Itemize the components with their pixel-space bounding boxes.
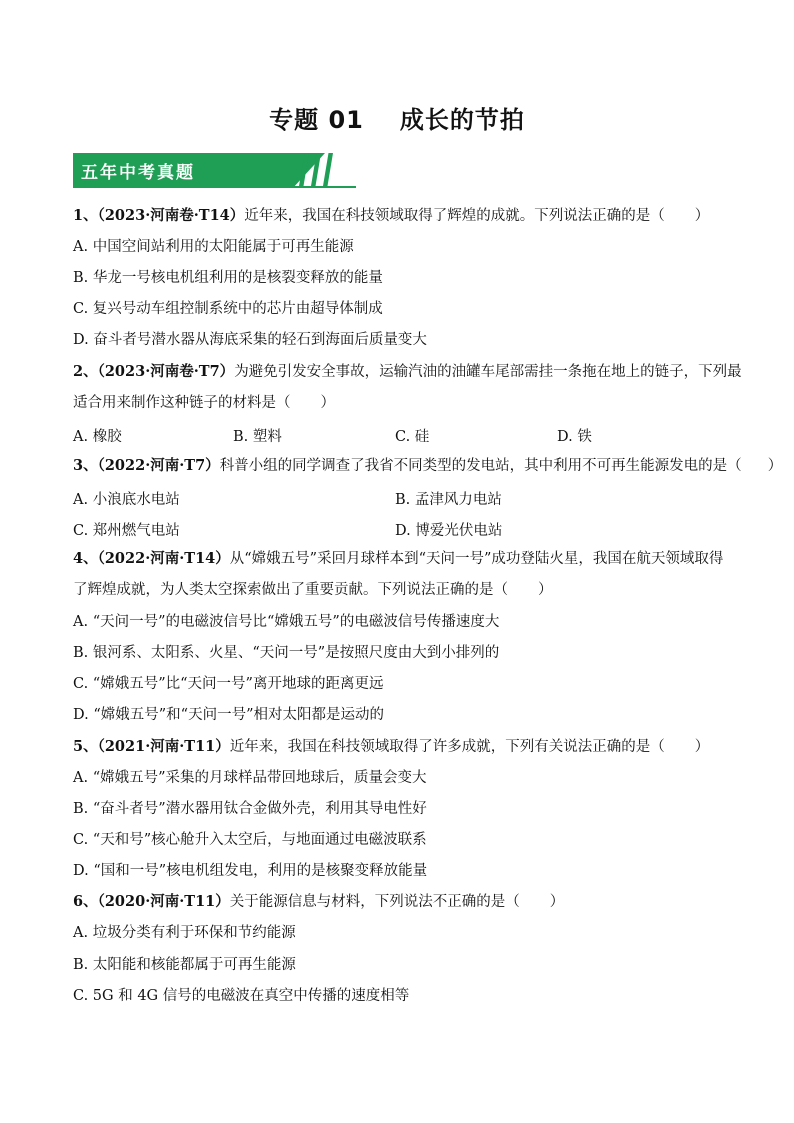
question-5-option-b: B. “奋斗者号”潜水器用钛合金做外壳，利用其导电性好: [73, 801, 427, 817]
question-4-option-d: D. “嫦娥五号”和“天问一号”相对太阳都是运动的: [73, 707, 384, 723]
question-text: 科普小组的同学调查了我省不同类型的发电站，其中利用不可再生能源发电的是（: [219, 458, 742, 474]
question-text: 从“嫦娥五号”采回月球样本到“天问一号”成功登陆火星，我国在航天领域取得: [229, 551, 724, 567]
question-source: （2023·河南卷·T7）: [97, 363, 235, 380]
page-title: [0, 100, 794, 135]
banner-stripe-3: [323, 153, 333, 186]
question-6-option-c: C. 5G 和 4G 信号的电磁波在真空中传播的速度相等: [73, 988, 410, 1004]
question-3-stem: 3、（2022·河南·T7）科普小组的同学调查了我省不同类型的发电站，其中利用不可再生能源发电的是（ ）: [73, 457, 783, 474]
question-3-option-a: A. 小浪底水电站: [73, 492, 180, 508]
question-6-stem: 6、（2020·河南·T11）关于能源信息与材料，下列说法不正确的是（ ）: [73, 893, 565, 910]
question-4-option-b: B. 银河系、太阳系、火星、“天问一号”是按照尺度由大到小排列的: [73, 645, 500, 661]
question-source: （2022·河南·T14）: [97, 550, 230, 567]
question-1-stem: 1、（2023·河南卷·T14）近年来，我国在科技领域取得了辉煌的成就。下列说法正确的是（ ）: [73, 207, 710, 224]
question-2-option-b: B. 塑料: [233, 429, 282, 445]
question-number: 1、: [73, 207, 98, 224]
question-source: （2023·河南卷·T14）: [97, 207, 245, 224]
question-text: 近年来，我国在科技领域取得了许多成就，下列有关说法正确的是（: [229, 739, 665, 755]
question-5-stem: 5、（2021·河南·T11）近年来，我国在科技领域取得了许多成就，下列有关说法正确的是（ ）: [73, 738, 710, 755]
question-5-option-c: C. “天和号”核心舱升入太空后，与地面通过电磁波联系: [73, 832, 427, 848]
question-source: （2020·河南·T11）: [97, 893, 230, 910]
question-1-option-b: B. 华龙一号核电机组利用的是核裂变释放的能量: [73, 270, 383, 286]
section-banner-underline: [73, 186, 356, 188]
question-4-option-a: A. “天问一号”的电磁波信号比“嫦娥五号”的电磁波信号传播速度大: [73, 614, 500, 630]
question-number: 5、: [73, 738, 98, 755]
question-text: 关于能源信息与材料，下列说法不正确的是（: [229, 894, 520, 910]
question-4-option-c: C. “嫦娥五号”比“天问一号”离开地球的距离更远: [73, 676, 384, 692]
title-topic-number: 专题 01: [269, 106, 364, 134]
question-2-stem: [73, 363, 742, 381]
question-2-option-c: C. 硅: [395, 429, 430, 445]
question-1-option-a: A. 中国空间站利用的太阳能属于可再生能源: [73, 239, 354, 255]
question-1-option-d: D. 奋斗者号潜水器从海底采集的轻石到海面后质量变大: [73, 332, 427, 348]
question-3-option-b: B. 孟津风力电站: [395, 492, 502, 508]
question-6-option-b: B. 太阳能和核能都属于可再生能源: [73, 957, 296, 973]
question-5-option-a: A. “嫦娥五号”采集的月球样品带回地球后，质量会变大: [73, 770, 427, 786]
question-source: （2022·河南·T7）: [97, 457, 220, 474]
question-2-option-a: A. 橡胶: [73, 429, 122, 445]
question-number: 6、: [73, 893, 98, 910]
title-topic-name: 成长的节拍: [399, 106, 525, 134]
question-2-stem-continued: 适合用来制作这种链子的材料是（ ）: [73, 395, 335, 411]
question-4-stem: [73, 550, 723, 568]
question-text: 近年来，我国在科技领域取得了辉煌的成就。下列说法正确的是（: [244, 208, 665, 224]
question-6-option-a: A. 垃圾分类有利于环保和节约能源: [73, 925, 296, 941]
section-banner: [73, 153, 356, 189]
question-3-option-d: D. 博爱光伏电站: [395, 523, 503, 539]
question-5-option-d: D. “国和一号”核电机组发电，利用的是核聚变释放能量: [73, 863, 428, 879]
question-source: （2021·河南·T11）: [97, 738, 230, 755]
section-banner-label: 五年中考真题: [81, 163, 195, 183]
question-3-option-c: C. 郑州燃气电站: [73, 523, 180, 539]
question-number: 3、: [73, 457, 98, 474]
question-number: 4、: [73, 550, 98, 567]
question-2-option-d: D. 铁: [557, 429, 592, 445]
question-text: 为避免引发安全事故，运输汽油的油罐车尾部需挂一条拖在地上的链子，下列最: [234, 364, 742, 380]
question-1-option-c: C. 复兴号动车组控制系统中的芯片由超导体制成: [73, 301, 383, 317]
question-number: 2、: [73, 363, 98, 380]
question-4-stem-continued: 了辉煌成就，为人类太空探索做出了重要贡献。下列说法正确的是（ ）: [73, 582, 553, 598]
